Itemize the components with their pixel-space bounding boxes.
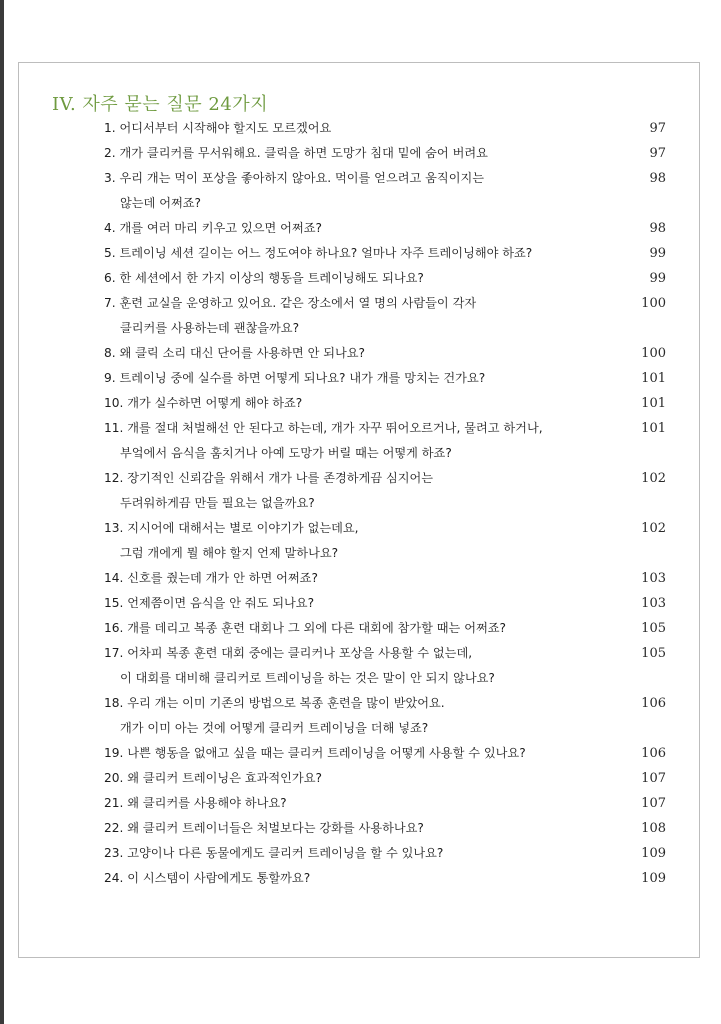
toc-entry (104, 141, 666, 166)
toc-entry (104, 866, 666, 891)
toc-entry-title-continued: 이 대회를 대비해 클리커로 트레이닝을 하는 것은 말이 안 되지 않나요? (120, 671, 495, 685)
toc-entry (104, 291, 666, 341)
toc-entry (104, 566, 666, 591)
toc-entry-title: 9. 트레이닝 중에 실수를 하면 어떻게 되나요? 내가 개를 망치는 건가요? (104, 371, 486, 385)
toc-entry-title: 6. 한 세션에서 한 가지 이상의 행동을 트레이닝해도 되나요? (104, 271, 424, 285)
toc-entry-title: 21. 왜 클리커를 사용해야 하나요? (104, 796, 287, 810)
toc-entry (104, 691, 666, 741)
toc-entry (104, 341, 666, 366)
toc-entry-title: 24. 이 시스템이 사람에게도 통할까요? (104, 871, 311, 885)
toc-entry-title: 20. 왜 클리커 트레이닝은 효과적인가요? (104, 771, 322, 785)
toc-entry-title: 2. 개가 클리커를 무서워해요. 클릭을 하면 도망가 침대 밑에 숨어 버려요 (104, 146, 488, 160)
toc-page-number: 97 (649, 146, 666, 161)
toc-entry (104, 516, 666, 566)
section-title: IV. 자주 묻는 질문 24가지 (52, 94, 269, 115)
toc-page-number: 102 (641, 471, 666, 486)
toc-entry-title: 19. 나쁜 행동을 없애고 싶을 때는 클리커 트레이닝을 어떻게 사용할 수 있나요? (104, 746, 526, 760)
toc-page-number: 105 (641, 621, 666, 636)
toc-entry-title: 18. 우리 개는 이미 기존의 방법으로 복종 훈련을 많이 받았어요. (104, 696, 445, 710)
toc-entry (104, 591, 666, 616)
toc-entry-title: 16. 개를 데리고 복종 훈련 대회나 그 외에 다른 대회에 참가할 때는 어쩌죠? (104, 621, 506, 635)
toc-page-number: 101 (641, 396, 666, 411)
toc-page-number: 109 (641, 871, 666, 886)
toc-page-number: 101 (641, 421, 666, 436)
toc-entry (104, 766, 666, 791)
toc-entry (104, 416, 666, 466)
toc-page-number: 100 (641, 296, 666, 311)
toc-list (104, 116, 666, 891)
toc-page-number: 99 (649, 271, 666, 286)
toc-entry (104, 616, 666, 641)
toc-entry-title: 5. 트레이닝 세션 길이는 어느 정도여야 하나요? 얼마나 자주 트레이닝해야 하죠? (104, 246, 533, 260)
toc-page-number: 106 (641, 746, 666, 761)
toc-entry (104, 816, 666, 841)
toc-entry-title: 4. 개를 여러 마리 키우고 있으면 어쩌죠? (104, 221, 322, 235)
toc-entry-title: 13. 지시어에 대해서는 별로 이야기가 없는데요, (104, 521, 359, 535)
toc-entry (104, 791, 666, 816)
toc-page-number: 98 (649, 171, 666, 186)
toc-entry-title: 7. 훈련 교실을 운영하고 있어요. 같은 장소에서 열 명의 사람들이 각자 (104, 296, 477, 310)
toc-entry-title: 3. 우리 개는 먹이 포상을 좋아하지 않아요. 먹이를 얻으려고 움직이지는 (104, 171, 485, 185)
toc-entry-title-continued: 그럼 개에게 뭘 해야 할지 언제 말하나요? (120, 546, 339, 560)
toc-entry-title: 23. 고양이나 다른 동물에게도 클리커 트레이닝을 할 수 있나요? (104, 846, 444, 860)
toc-entry-title: 8. 왜 클릭 소리 대신 단어를 사용하면 안 되나요? (104, 346, 366, 360)
toc-page-number: 98 (649, 221, 666, 236)
toc-entry-title: 12. 장기적인 신뢰감을 위해서 개가 나를 존경하게끔 심지어는 (104, 471, 434, 485)
toc-entry-title: 17. 어차피 복종 훈련 대회 중에는 클리커나 포상을 사용할 수 없는데, (104, 646, 473, 660)
toc-entry (104, 366, 666, 391)
toc-page-number: 102 (641, 521, 666, 536)
toc-entry-title-continued: 두려워하게끔 만들 필요는 없을까요? (120, 496, 315, 510)
toc-entry-title: 11. 개를 절대 처벌해선 안 된다고 하는데, 개가 자꾸 뛰어오르거나, 물려고 하거나, (104, 421, 543, 435)
toc-entry-title-continued: 클리커를 사용하는데 괜찮을까요? (120, 321, 300, 335)
toc-page-number: 109 (641, 846, 666, 861)
toc-entry-title-continued: 개가 이미 아는 것에 어떻게 클리커 트레이닝을 더해 넣죠? (120, 721, 429, 735)
toc-page-number: 100 (641, 346, 666, 361)
toc-page-number: 97 (649, 121, 666, 136)
toc-page-number: 106 (641, 696, 666, 711)
toc-entry (104, 391, 666, 416)
toc-entry-title: 15. 언제쯤이면 음식을 안 줘도 되나요? (104, 596, 315, 610)
toc-page-number: 99 (649, 246, 666, 261)
scan-edge (0, 0, 4, 1024)
toc-entry-title: 22. 왜 클리커 트레이너들은 처벌보다는 강화를 사용하나요? (104, 821, 424, 835)
toc-entry-title: 10. 개가 실수하면 어떻게 해야 하죠? (104, 396, 303, 410)
toc-page-number: 103 (641, 596, 666, 611)
toc-page-number: 105 (641, 646, 666, 661)
toc-entry (104, 216, 666, 241)
toc-entry (104, 241, 666, 266)
toc-entry (104, 166, 666, 216)
toc-entry (104, 841, 666, 866)
toc-entry-title-continued: 부엌에서 음식을 훔치거나 아예 도망가 버릴 때는 어떻게 하죠? (120, 446, 452, 460)
toc-page-number: 108 (641, 821, 666, 836)
toc-entry (104, 266, 666, 291)
toc-page-number: 107 (641, 771, 666, 786)
toc-entry (104, 116, 666, 141)
toc-entry (104, 741, 666, 766)
toc-page-number: 101 (641, 371, 666, 386)
toc-page-number: 107 (641, 796, 666, 811)
toc-entry-title: 1. 어디서부터 시작해야 할지도 모르겠어요 (104, 121, 332, 135)
toc-entry (104, 466, 666, 516)
toc-entry-title: 14. 신호를 줬는데 개가 안 하면 어쩌죠? (104, 571, 318, 585)
toc-entry (104, 641, 666, 691)
toc-page-number: 103 (641, 571, 666, 586)
toc-entry-title-continued: 않는데 어쩌죠? (120, 196, 201, 210)
